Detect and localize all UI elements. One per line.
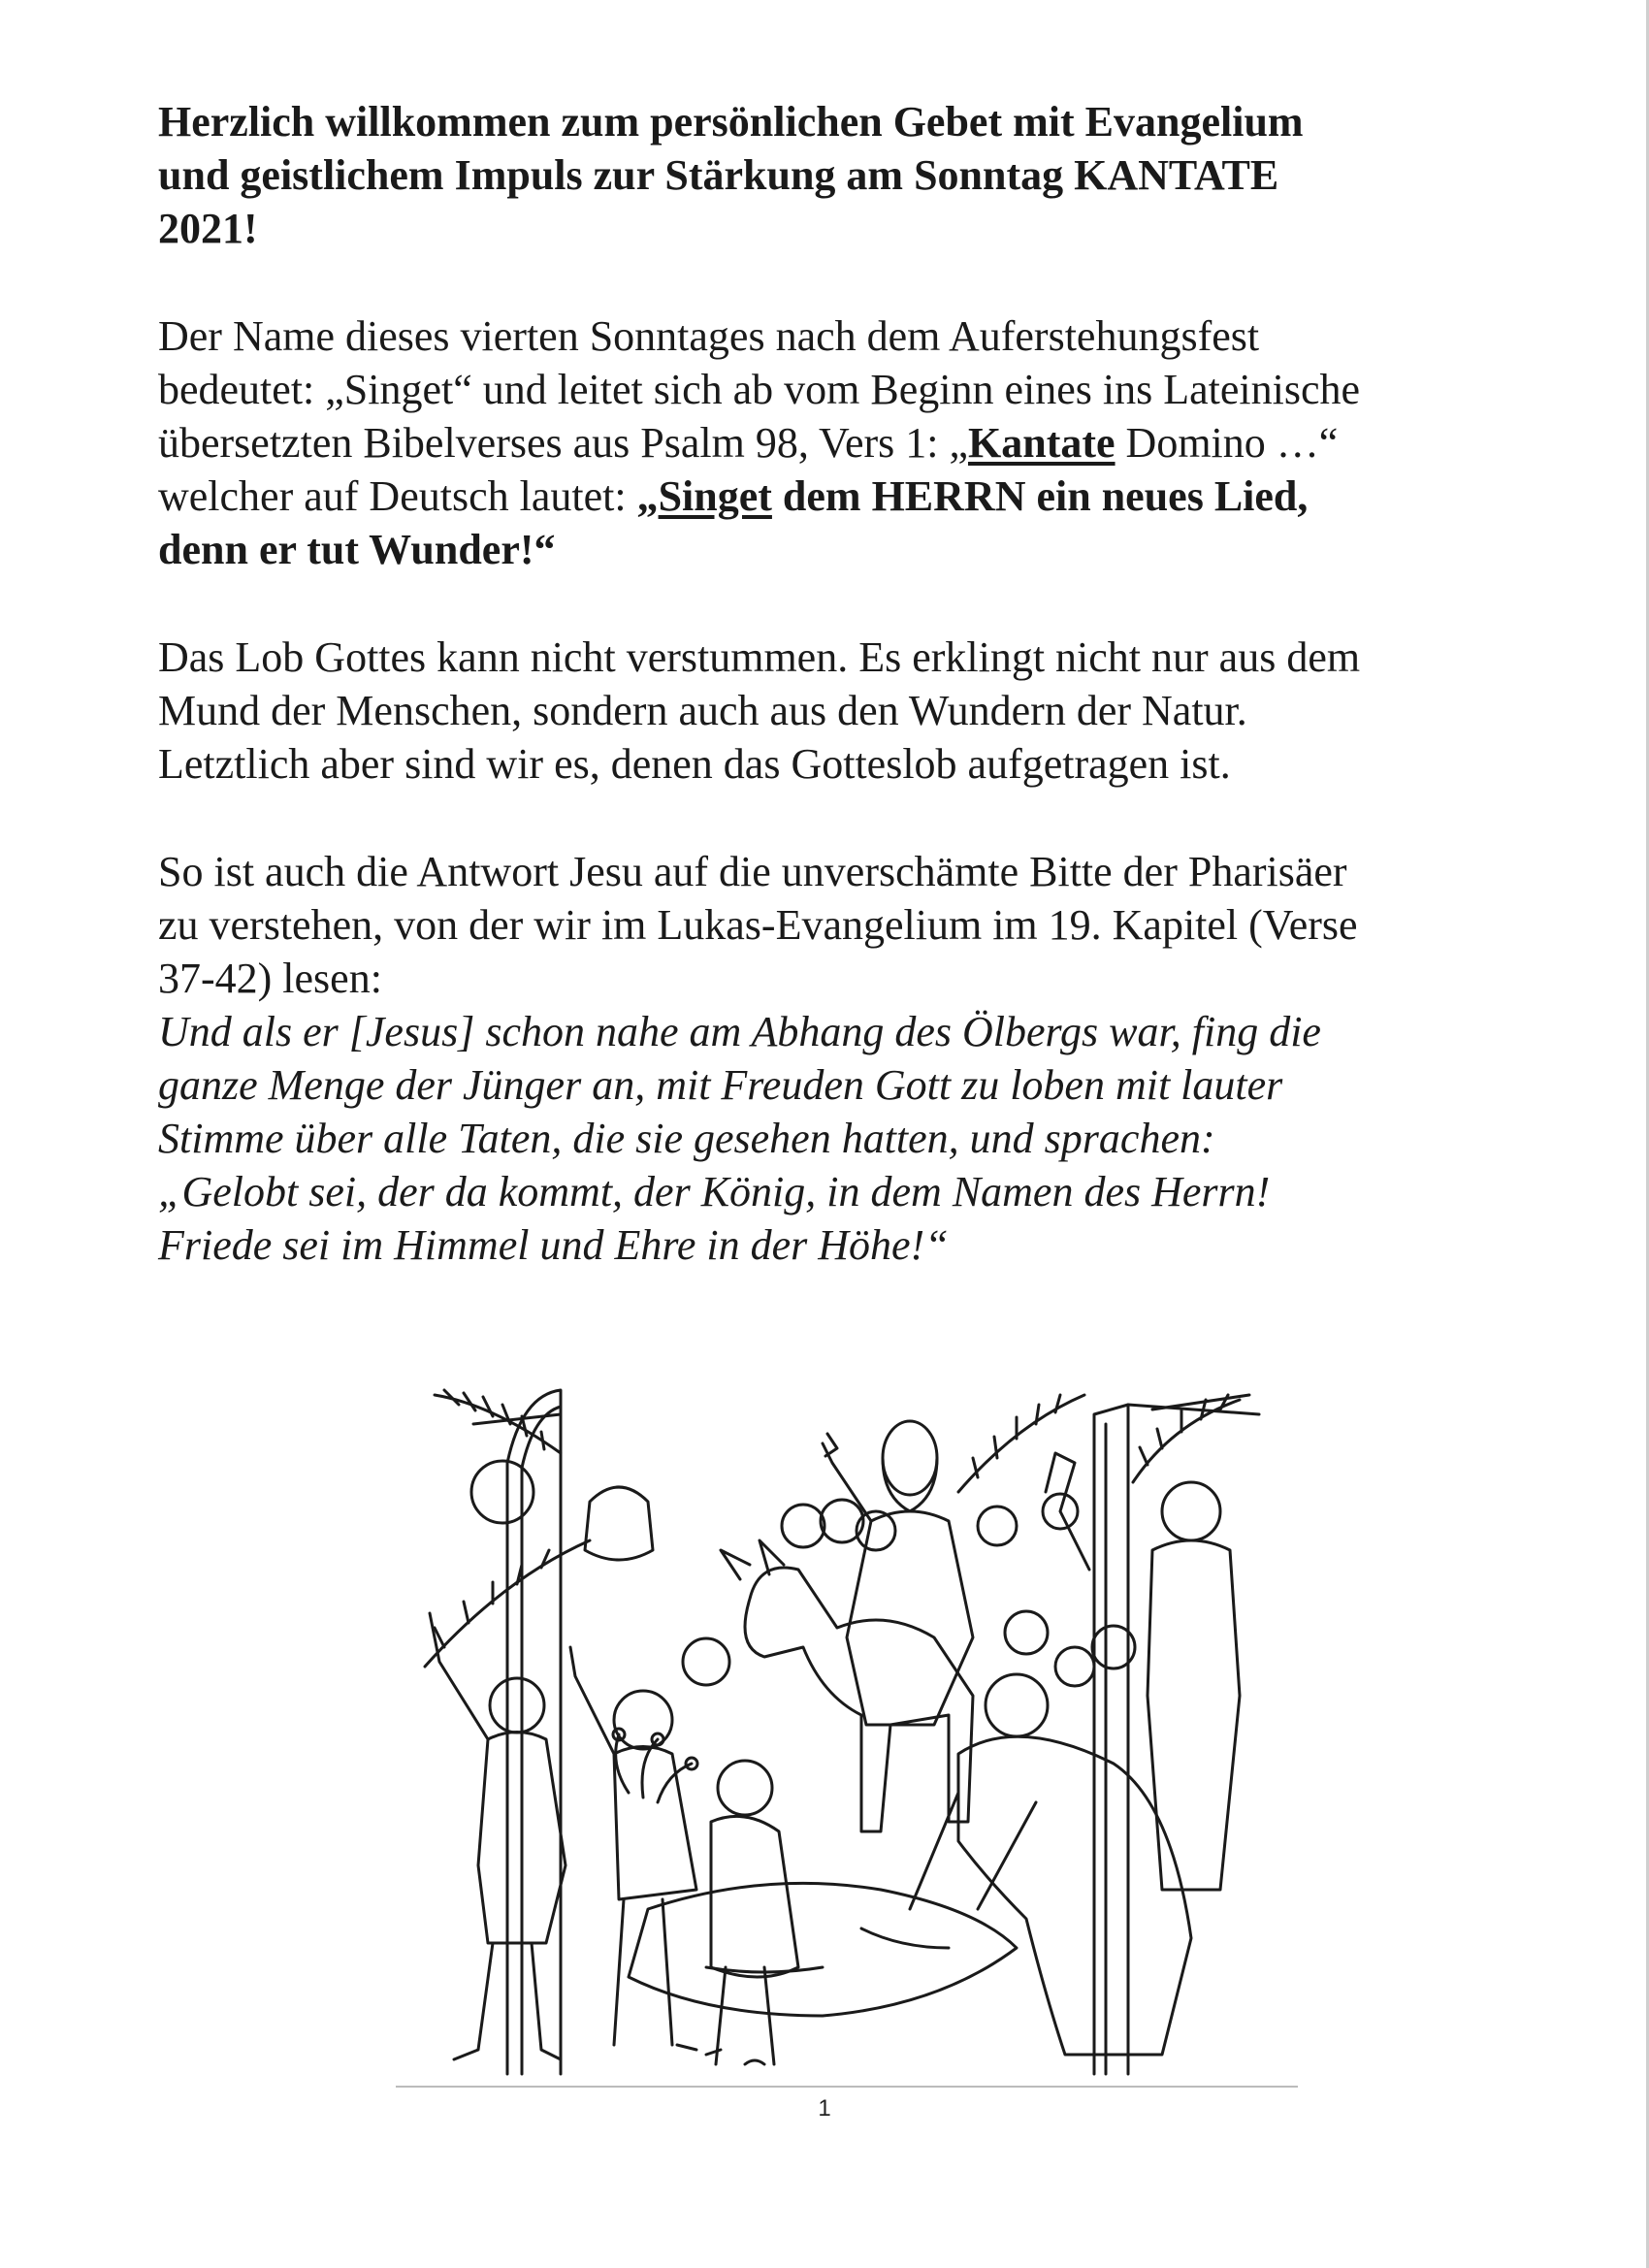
document-body (158, 95, 1506, 1272)
palm-sunday-illustration (415, 1385, 1269, 2093)
singet-word: Singet (658, 472, 772, 520)
kantate-word: Kantate (968, 419, 1116, 467)
praise-paragraph: Das Lob Gottes kann nicht verstummen. Es erklingt nicht nur aus dem Mund der Menschen, sondern auch aus den Wundern der Natur. Letztlich aber sind wir es, denen das Gotteslob aufgetragen ist. (158, 633, 1361, 788)
intro-paragraph: Der Name dieses vierten Sonntages nach dem Auferstehungsfest bedeutet: „Singet“ und leitet sich ab vom Beginn eines ins Lateinische übersetzten Bibelverses aus Psalm 98, Vers 1: „Kantate Domino …“ welcher auf Deutsch lautet: „Singet dem HERRN ein neues Lied, denn er tut Wunder!“ (158, 312, 1361, 573)
illustration-baseline (396, 2086, 1298, 2088)
scripture-quote: Und als er [Jesus] schon nahe am Abhang des Ölbergs war, fing die ganze Menge der Jünger an, mit Freuden Gott zu loben mit lauter Stimme über alle Taten, die sie gesehen hatten, und sprachen: „Gelobt sei, der da kommt, der König, in dem Namen des Herrn! Friede sei im Himmel und Ehre in der Höhe!“ (158, 1008, 1321, 1269)
gospel-intro-paragraph: So ist auch die Antwort Jesu auf die unverschämte Bitte der Pharisäer zu verstehen, von der wir im Lukas-Evangelium im 19. Kapitel (Verse 37-42) lesen: (158, 848, 1358, 1002)
page-title: Herzlich willkommen zum persönlichen Gebet mit Evangelium und geistlichem Impuls zur Stärkung am Sonntag KANTATE 2021! (158, 98, 1304, 252)
page-number: 1 (818, 2095, 831, 2122)
